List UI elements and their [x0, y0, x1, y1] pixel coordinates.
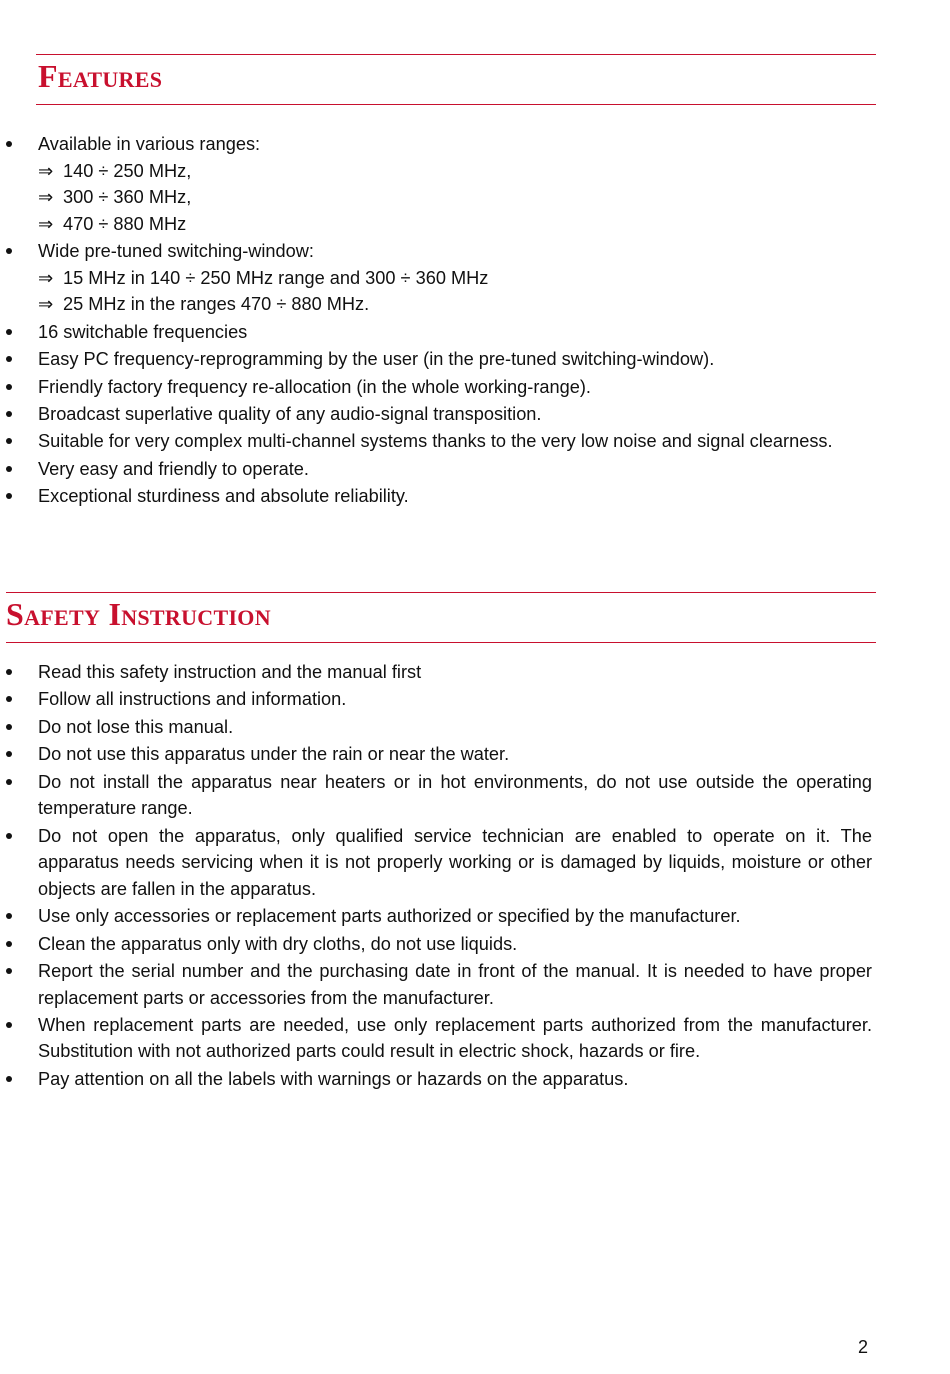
- bullet-icon: [6, 1022, 12, 1028]
- feature-item-text: Friendly factory frequency re-allocation (in the whole working-range).: [38, 376, 591, 397]
- safety-heading: Safety Instruction: [6, 596, 271, 632]
- safety-item-text: Pay attention on all the labels with warnings or hazards on the apparatus.: [38, 1068, 629, 1089]
- feature-list-item: [0, 238, 872, 318]
- feature-sub-item: [38, 158, 872, 185]
- bullet-icon: [6, 329, 12, 335]
- feature-item-text: Very easy and friendly to operate.: [38, 458, 309, 479]
- safety-list-item: [0, 769, 872, 822]
- bullet-icon: [6, 724, 12, 730]
- feature-item-text: Available in various ranges:: [38, 134, 261, 154]
- page-number: 2: [858, 1337, 869, 1357]
- bullet-icon: [6, 968, 12, 974]
- feature-sub-item-text: 470 ÷ 880 MHz: [63, 213, 187, 234]
- safety-item-text: Do not use this apparatus under the rain or near the water.: [38, 744, 510, 765]
- safety-list-item: [0, 1012, 872, 1065]
- safety-list-item: [0, 903, 872, 930]
- safety-item-text: When replacement parts are needed, use only replacement parts authorized from the manufacturer. Substitution with not authorized parts could result in electric shock, hazards or fire.: [38, 1014, 872, 1062]
- bullet-icon: [6, 696, 12, 702]
- safety-item-text: Follow all instructions and information.: [38, 689, 347, 710]
- safety-item-text: Clean the apparatus only with dry cloths, do not use liquids.: [38, 933, 518, 954]
- safety-list-item: [0, 958, 872, 1011]
- feature-list-item: [0, 131, 872, 237]
- implies-arrow-icon: ⇒: [38, 187, 54, 208]
- bullet-icon: [6, 833, 12, 839]
- feature-sub-item-text: 25 MHz in the ranges 470 ÷ 880 MHz.: [63, 294, 370, 315]
- bullet-icon: [6, 384, 12, 390]
- safety-list-item: [0, 1066, 872, 1093]
- feature-item-text: Wide pre-tuned switching-window:: [38, 241, 314, 262]
- feature-item-text: 16 switchable frequencies: [38, 321, 248, 342]
- bullet-icon: [6, 669, 12, 675]
- safety-item-text: Do not install the apparatus near heaters or in hot environments, do not use outside the operating temperature range.: [38, 771, 872, 819]
- feature-item-text: Exceptional sturdiness and absolute reliability.: [38, 486, 409, 507]
- bullet-icon: [6, 913, 12, 919]
- feature-sub-item: [38, 211, 872, 238]
- feature-sub-item-text: 15 MHz in 140 ÷ 250 MHz range and 300 ÷ 360 MHz: [63, 267, 489, 288]
- feature-list-item: [0, 374, 872, 401]
- safety-list-item: [0, 686, 872, 713]
- feature-item-text: Suitable for very complex multi-channel systems thanks to the very low noise and signal clearness.: [38, 431, 833, 452]
- safety-item-text: Read this safety instruction and the manual first: [38, 662, 422, 682]
- feature-item-text: Broadcast superlative quality of any audio-signal transposition.: [38, 403, 542, 424]
- bullet-icon: [6, 248, 12, 254]
- implies-arrow-icon: ⇒: [38, 267, 54, 288]
- feature-sub-item: [38, 291, 872, 318]
- feature-list-item: [0, 456, 872, 483]
- feature-item-text: Easy PC frequency-reprogramming by the user (in the pre-tuned switching-window).: [38, 349, 715, 370]
- safety-list: [0, 659, 872, 1093]
- safety-item-text: Report the serial number and the purchasing date in front of the manual. It is needed to have proper replacement parts or accessories from the manufacturer.: [38, 960, 872, 1008]
- implies-arrow-icon: ⇒: [38, 160, 54, 181]
- implies-arrow-icon: ⇒: [38, 294, 54, 315]
- bullet-icon: [6, 438, 12, 444]
- safety-list-item: [0, 823, 872, 903]
- feature-list-item: [0, 401, 872, 428]
- feature-list-item: [0, 428, 872, 455]
- bullet-icon: [6, 1076, 12, 1082]
- feature-sub-item-text: 140 ÷ 250 MHz,: [63, 160, 192, 181]
- feature-list-item: [0, 319, 872, 346]
- features-heading: Features: [38, 58, 163, 94]
- safety-list-item: [0, 741, 872, 768]
- bullet-icon: [6, 751, 12, 757]
- bullet-icon: [6, 141, 12, 147]
- safety-item-text: Do not open the apparatus, only qualified service technician are enabled to operate on it. The apparatus needs servicing when it is not properly working or is damaged by liquids, moisture or other objects are fallen in the apparatus.: [38, 825, 872, 899]
- bullet-icon: [6, 779, 12, 785]
- bullet-icon: [6, 941, 12, 947]
- features-list: [0, 131, 872, 510]
- bullet-icon: [6, 411, 12, 417]
- feature-list-item: [0, 346, 872, 373]
- bullet-icon: [6, 466, 12, 472]
- safety-list-item: [0, 714, 872, 741]
- feature-list-item: [0, 483, 872, 510]
- safety-item-text: Do not lose this manual.: [38, 716, 234, 737]
- safety-item-text: Use only accessories or replacement parts authorized or specified by the manufacturer.: [38, 906, 741, 927]
- feature-sub-item: [38, 265, 872, 292]
- safety-list-item: [0, 659, 872, 686]
- implies-arrow-icon: ⇒: [38, 213, 54, 234]
- safety-list-item: [0, 931, 872, 958]
- feature-sub-item-text: 300 ÷ 360 MHz,: [63, 187, 192, 208]
- bullet-icon: [6, 493, 12, 499]
- feature-sub-item: [38, 184, 872, 211]
- bullet-icon: [6, 356, 12, 362]
